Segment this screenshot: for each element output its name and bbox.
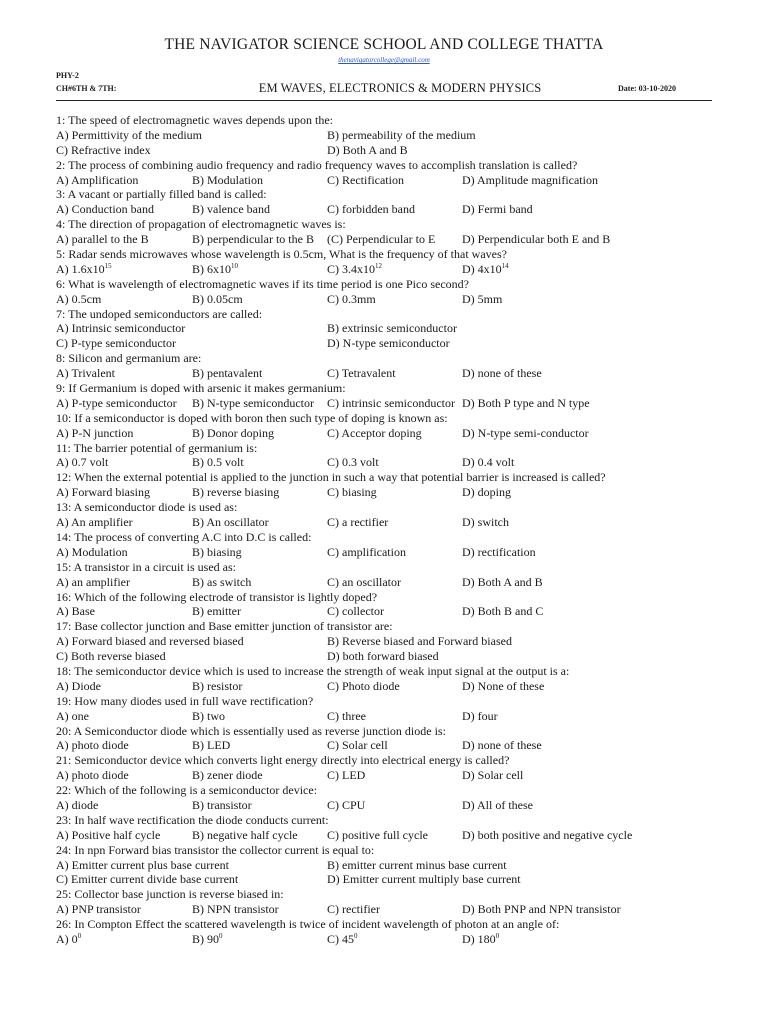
question-5-option-b <box>192 262 238 277</box>
question-11-option-a: A) 0.7 volt <box>56 455 109 470</box>
question-21-option-b: B) zener diode <box>192 768 263 783</box>
option-base: C) 45 <box>327 931 354 946</box>
question-18-option-d: D) None of these <box>462 678 545 693</box>
question-5: 5: Radar sends microwaves whose wavelength is 0.5cm, What is the frequency of that waves? <box>56 247 507 262</box>
option-row <box>56 709 716 724</box>
option-row <box>56 292 716 307</box>
question-22-option-b: B) transistor <box>192 797 252 812</box>
option-base: B) 6x10 <box>192 261 231 276</box>
option-row <box>56 872 716 887</box>
question-3-option-c: C) forbidden band <box>327 202 415 217</box>
question-26-option-d <box>462 932 499 947</box>
question-7: 7: The undoped semiconductors are called: <box>56 306 263 321</box>
question-25-option-d: D) Both PNP and NPN transistor <box>462 902 621 917</box>
question-24-option-c: C) Emitter current divide base current <box>56 872 239 887</box>
option-exponent: 0 <box>77 931 82 940</box>
question-13-option-d: D) switch <box>462 515 509 530</box>
option-row <box>56 202 716 217</box>
question-12-option-b: B) reverse biasing <box>192 485 280 500</box>
question-14: 14: The process of converting A.C into D.C is called: <box>56 529 312 544</box>
question-12-option-c: C) biasing <box>327 485 377 500</box>
subject-title: EM WAVES, ELECTRONICS & MODERN PHYSICS <box>258 81 542 95</box>
option-exponent: 12 <box>375 261 382 270</box>
question-16-option-b: B) emitter <box>192 604 241 619</box>
question-15-option-d: D) Both A and B <box>462 574 543 589</box>
question-21: 21: Semiconductor device which converts light energy directly into electrical energy is called? <box>56 753 510 768</box>
question-11-option-c: C) 0.3 volt <box>327 455 379 470</box>
option-row <box>56 858 716 873</box>
question-3-option-a: A) Conduction band <box>56 202 154 217</box>
question-6-option-d: D) 5mm <box>462 291 503 306</box>
question-26-option-c <box>327 932 358 947</box>
question-17-option-a: A) Forward biased and reversed biased <box>56 634 244 649</box>
question-23-option-c: C) positive full cycle <box>327 827 428 842</box>
question-13: 13: A semiconductor diode is used as: <box>56 500 238 515</box>
option-row <box>56 455 716 470</box>
option-base: A) 1.6x10 <box>56 261 105 276</box>
question-22-option-d: D) All of these <box>462 797 533 812</box>
question-14-option-b: B) biasing <box>192 544 242 559</box>
option-row <box>56 649 716 664</box>
option-base: C) 3.4x10 <box>327 261 375 276</box>
question-22-option-a: A) diode <box>56 797 99 812</box>
question-9-option-a: A) P-type semiconductor <box>56 395 177 410</box>
question-17: 17: Base collector junction and Base emitter junction of transistor are: <box>56 619 393 634</box>
question-11-option-b: B) 0.5 volt <box>192 455 244 470</box>
option-row <box>56 426 716 441</box>
question-2: 2: The process of combining audio frequency and radio frequency waves to accomplish translation is called? <box>56 157 578 172</box>
question-1-option-d: D) Both A and B <box>327 142 408 157</box>
option-row <box>56 143 716 158</box>
question-23-option-b: B) negative half cycle <box>192 827 298 842</box>
question-2-option-b: B) Modulation <box>192 172 263 187</box>
option-row <box>56 515 716 530</box>
question-15-option-c: C) an oscillator <box>327 574 401 589</box>
question-14-option-a: A) Modulation <box>56 544 128 559</box>
question-16-option-d: D) Both B and C <box>462 604 544 619</box>
exam-date: Date: 03-10-2020 <box>618 84 676 93</box>
question-26: 26: In Compton Effect the scattered wavelength is twice of incident wavelength of photon at an angle of: <box>56 917 560 932</box>
question-8-option-d: D) none of these <box>462 366 542 381</box>
question-17-option-d: D) both forward biased <box>327 649 439 664</box>
question-16: 16: Which of the following electrode of transistor is lightly doped? <box>56 589 378 604</box>
question-4-option-c: (C) Perpendicular to E <box>327 232 436 247</box>
option-row <box>56 828 716 843</box>
option-row <box>56 485 716 500</box>
question-16-option-c: C) collector <box>327 604 384 619</box>
question-21-option-d: D) Solar cell <box>462 768 524 783</box>
question-4-option-a: A) parallel to the B <box>56 232 149 247</box>
question-19-option-b: B) two <box>192 708 225 723</box>
question-26-option-b <box>192 932 223 947</box>
option-row <box>56 545 716 560</box>
option-row <box>56 232 716 247</box>
question-20-option-b: B) LED <box>192 738 231 753</box>
option-exponent: 0 <box>219 931 223 940</box>
question-15: 15: A transistor in a circuit is used as: <box>56 559 236 574</box>
option-row <box>56 604 716 619</box>
question-14-option-c: C) amplification <box>327 544 406 559</box>
question-18: 18: The semiconductor device which is used to increase the strength of weak input signal at the output is a: <box>56 663 570 678</box>
question-10-option-a: A) P-N junction <box>56 425 134 440</box>
question-23: 23: In half wave rectification the diode conducts current: <box>56 812 329 827</box>
question-10: 10: If a semiconductor is doped with boron then such type of doping is known as: <box>56 410 448 425</box>
question-1-option-b: B) permeability of the medium <box>327 127 476 142</box>
question-3-option-d: D) Fermi band <box>462 202 533 217</box>
question-21-option-c: C) LED <box>327 768 366 783</box>
question-8-option-b: B) pentavalent <box>192 366 263 381</box>
question-4-option-b: B) perpendicular to the B <box>192 232 314 247</box>
question-13-option-b: B) An oscillator <box>192 515 269 530</box>
question-18-option-b: B) resistor <box>192 678 243 693</box>
option-exponent: 14 <box>501 261 509 270</box>
question-list <box>56 113 716 947</box>
option-row <box>56 575 716 590</box>
question-20-option-d: D) none of these <box>462 738 542 753</box>
option-base: D) 4x10 <box>462 261 502 276</box>
question-5-option-c <box>327 262 382 277</box>
question-13-option-a: A) An amplifier <box>56 515 133 530</box>
question-10-option-c: C) Acceptor doping <box>327 425 422 440</box>
question-23-option-d: D) both positive and negative cycle <box>462 827 633 842</box>
question-23-option-a: A) Positive half cycle <box>56 827 161 842</box>
option-row <box>56 321 716 336</box>
question-16-option-a: A) Base <box>56 604 95 619</box>
question-19-option-a: A) one <box>56 708 89 723</box>
question-3-option-b: B) valence band <box>192 202 270 217</box>
question-19-option-d: D) four <box>462 708 498 723</box>
question-11-option-d: D) 0.4 volt <box>462 455 515 470</box>
question-12-option-a: A) Forward biasing <box>56 485 150 500</box>
question-24-option-a: A) Emitter current plus base current <box>56 857 229 872</box>
question-6-option-c: C) 0.3mm <box>327 291 376 306</box>
question-6: 6: What is wavelength of electromagnetic waves if its time period is one Pico second? <box>56 276 469 291</box>
question-2-option-d: D) Amplitude magnification <box>462 172 598 187</box>
question-25-option-b: B) NPN transistor <box>192 902 279 917</box>
option-row <box>56 634 716 649</box>
question-10-option-d: D) N-type semi-conductor <box>462 425 589 440</box>
question-20-option-c: C) Solar cell <box>327 738 388 753</box>
question-8-option-a: A) Trivalent <box>56 366 116 381</box>
question-20-option-a: A) photo diode <box>56 738 129 753</box>
question-6-option-b: B) 0.05cm <box>192 291 243 306</box>
question-19-option-c: C) three <box>327 708 366 723</box>
question-2-option-a: A) Amplification <box>56 172 139 187</box>
question-18-option-c: C) Photo diode <box>327 678 400 693</box>
option-row <box>56 128 716 143</box>
question-4: 4: The direction of propagation of electromagnetic waves is: <box>56 217 346 232</box>
question-14-option-d: D) rectification <box>462 544 536 559</box>
question-5-option-a <box>56 262 112 277</box>
question-8: 8: Silicon and germanium are: <box>56 351 202 366</box>
option-row <box>56 798 716 813</box>
question-12: 12: When the external potential is applied to the junction in such a way that potential barrier is increased is called? <box>56 470 606 485</box>
question-24-option-b: B) emitter current minus base current <box>327 857 507 872</box>
option-row <box>56 902 716 917</box>
school-title: THE NAVIGATOR SCIENCE SCHOOL AND COLLEGE THATTA <box>164 36 604 53</box>
question-8-option-c: C) Tetravalent <box>327 366 396 381</box>
question-7-option-d: D) N-type semiconductor <box>327 336 450 351</box>
question-20: 20: A Semiconductor diode which is essentially used as reverse junction diode is: <box>56 723 446 738</box>
question-1-option-a: A) Permittivity of the medium <box>56 127 202 142</box>
question-1: 1: The speed of electromagnetic waves depends upon the: <box>56 113 334 127</box>
question-17-option-b: B) Reverse biased and Forward biased <box>327 634 512 649</box>
question-19: 19: How many diodes used in full wave rectification? <box>56 693 314 708</box>
option-row <box>56 366 716 381</box>
question-18-option-a: A) Diode <box>56 678 101 693</box>
question-9-option-d: D) Both P type and N type <box>462 395 590 410</box>
question-13-option-c: C) a rectifier <box>327 515 389 530</box>
option-row <box>56 336 716 351</box>
option-row <box>56 396 716 411</box>
question-7-option-c: C) P-type semiconductor <box>56 336 176 351</box>
question-9-option-b: B) N-type semiconductor <box>192 395 314 410</box>
question-3: 3: A vacant or partially filled band is called: <box>56 187 267 202</box>
question-1-option-c: C) Refractive index <box>56 142 151 157</box>
option-base: D) 180 <box>462 931 496 946</box>
option-row <box>56 173 716 188</box>
question-9: 9: If Germanium is doped with arsenic it makes germanium: <box>56 381 346 396</box>
question-17-option-c: C) Both reverse biased <box>56 649 166 664</box>
question-22: 22: Which of the following is a semiconductor device: <box>56 783 318 798</box>
question-15-option-a: A) an amplifier <box>56 574 130 589</box>
question-4-option-d: D) Perpendicular both E and B <box>462 232 611 247</box>
question-10-option-b: B) Donor doping <box>192 425 274 440</box>
school-email[interactable]: thenavigatorcollege@gmail.com <box>338 56 430 64</box>
question-25: 25: Collector base junction is reverse biased in: <box>56 887 284 902</box>
question-21-option-a: A) photo diode <box>56 768 129 783</box>
option-exponent: 10 <box>231 261 238 270</box>
question-2-option-c: C) Rectification <box>327 172 404 187</box>
question-7-option-b: B) extrinsic semiconductor <box>327 321 457 336</box>
option-row <box>56 768 716 783</box>
question-24-option-d: D) Emitter current multiply base current <box>327 872 521 887</box>
option-row <box>56 679 716 694</box>
question-24: 24: In npn Forward bias transistor the collector current is equal to: <box>56 842 375 857</box>
question-6-option-a: A) 0.5cm <box>56 291 102 306</box>
question-25-option-c: C) rectifier <box>327 902 380 917</box>
option-exponent: 0 <box>495 931 500 940</box>
question-26-option-a <box>56 932 81 947</box>
question-25-option-a: A) PNP transistor <box>56 902 141 917</box>
option-row <box>56 738 716 753</box>
chapters-label: CH#6TH & 7TH: <box>56 84 117 93</box>
option-exponent: 0 <box>354 931 358 940</box>
option-base: B) 90 <box>192 931 219 946</box>
option-exponent: 15 <box>104 261 112 270</box>
option-row <box>56 262 716 277</box>
option-row <box>56 932 716 947</box>
option-base: A) 0 <box>56 931 78 946</box>
class-code: PHY-2 <box>56 71 79 80</box>
question-15-option-b: B) as switch <box>192 574 252 589</box>
question-7-option-a: A) Intrinsic semiconductor <box>56 321 186 336</box>
question-5-option-d <box>462 262 509 277</box>
question-11: 11: The barrier potential of germanium is: <box>56 440 258 455</box>
header-divider <box>56 100 712 101</box>
question-9-option-c: C) intrinsic semiconductor <box>327 395 455 410</box>
question-22-option-c: C) CPU <box>327 797 366 812</box>
question-12-option-d: D) doping <box>462 485 511 500</box>
